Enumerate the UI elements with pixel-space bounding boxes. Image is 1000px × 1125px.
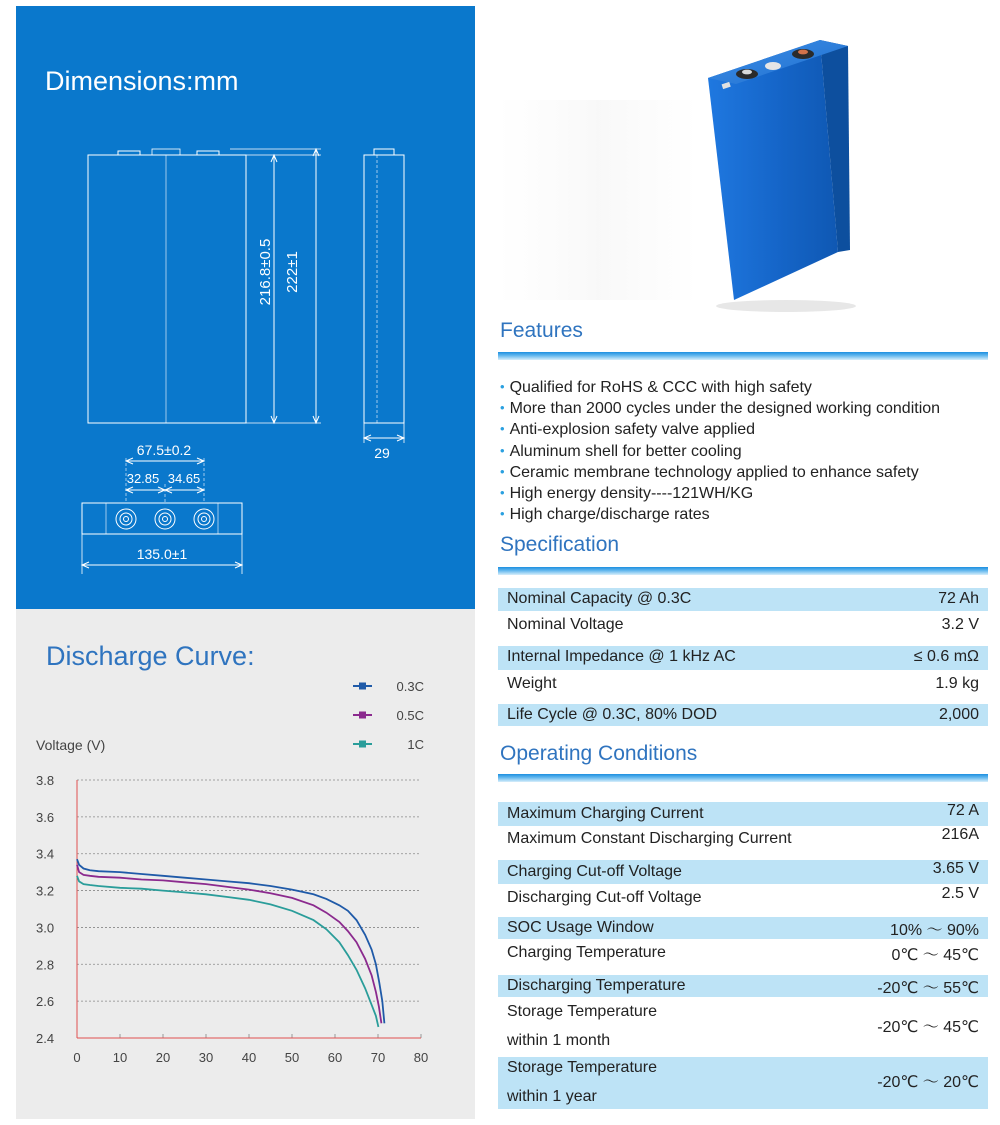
y-axis-title: Voltage (V)	[36, 737, 106, 753]
feature-item	[500, 419, 995, 440]
series-line-1C	[77, 876, 378, 1027]
table-row	[498, 646, 988, 670]
terminal-gap-left-label: 32.85	[126, 471, 160, 486]
safety-valve-icon	[765, 62, 781, 70]
features-title: Features	[500, 319, 583, 342]
bullet-icon: •	[500, 400, 505, 416]
height-outer-label: 222±1	[284, 251, 301, 293]
table-row	[498, 704, 988, 726]
feature-item	[500, 398, 995, 419]
feature-item	[500, 504, 995, 525]
bullet-icon: •	[500, 506, 505, 522]
bullet-icon: •	[500, 442, 505, 458]
legend-marker-icon	[359, 741, 366, 748]
x-tick-label: 40	[241, 1050, 257, 1065]
x-tick-label: 10	[112, 1050, 128, 1065]
discharge-curve-title: Discharge Curve:	[46, 641, 255, 671]
table-row	[498, 1057, 988, 1109]
y-tick-label: 3.2	[36, 883, 55, 899]
row-value: 216A	[941, 826, 979, 843]
row-label: Charging Temperature	[507, 944, 666, 961]
feature-text: Aluminum shell for better cooling	[509, 442, 742, 460]
row-label: Storage Temperature	[507, 1059, 658, 1076]
table-row	[498, 975, 988, 997]
row-value: -20℃ ～ 45℃	[877, 1019, 979, 1036]
cell-side-view	[364, 155, 404, 423]
row-label: Nominal Capacity @ 0.3C	[507, 590, 692, 607]
feature-text: Qualified for RoHS & CCC with high safety	[509, 379, 812, 396]
row-value: 72 Ah	[938, 590, 979, 607]
operating-conditions-title: Operating Conditions	[500, 742, 698, 765]
width-label: 135.0±1	[136, 546, 188, 562]
x-tick-label: 70	[370, 1050, 386, 1065]
y-tick-label: 2.4	[36, 1031, 55, 1046]
bullet-icon: •	[500, 379, 505, 394]
row-label: Life Cycle @ 0.3C, 80% DOD	[507, 706, 718, 723]
discharge-curve-panel	[16, 609, 475, 1119]
height-inner-label: 216.8±0.5	[257, 238, 274, 306]
terminal-right	[197, 151, 219, 155]
x-tick-label: 30	[198, 1050, 214, 1065]
dimensions-title: Dimensions:mm	[45, 66, 239, 96]
feature-text: Ceramic membrane technology applied to enhance safety	[509, 463, 919, 481]
dimensions-panel	[16, 6, 475, 609]
row-label-secondary: within 1 year	[507, 1088, 597, 1105]
feature-text: High energy density----121WH/KG	[509, 485, 754, 503]
y-tick-label: 3.6	[36, 809, 55, 825]
row-label-secondary: within 1 month	[507, 1032, 611, 1049]
terminal-span-label: 67.5±0.2	[136, 442, 192, 458]
row-label: Nominal Voltage	[507, 616, 624, 633]
row-value: 10% ～ 90%	[890, 922, 979, 939]
features-list	[500, 377, 995, 525]
legend-label: 0.3C	[396, 679, 424, 694]
row-value: -20℃ ～ 55℃	[877, 980, 979, 997]
legend-label: 0.5C	[396, 708, 424, 723]
table-row	[498, 884, 988, 917]
x-tick-label: 20	[155, 1050, 171, 1065]
x-tick-label: 50	[284, 1050, 300, 1065]
table-row	[498, 588, 988, 611]
bullet-icon: •	[500, 485, 505, 501]
x-tick-label: 60	[327, 1050, 343, 1065]
row-label: Storage Temperature	[507, 1003, 658, 1020]
row-label: Discharging Cut-off Voltage	[507, 889, 702, 906]
y-tick-label: 3.4	[36, 846, 55, 862]
legend-marker-icon	[359, 712, 366, 719]
table-row	[498, 939, 988, 975]
bullet-icon: •	[500, 421, 505, 437]
row-label: Maximum Constant Discharging Current	[507, 830, 792, 847]
y-tick-label: 2.8	[36, 957, 55, 973]
battery-cell-image	[498, 20, 988, 320]
dimension-drawing	[16, 6, 475, 609]
feature-item	[500, 462, 995, 483]
y-tick-label: 3.8	[36, 773, 55, 788]
cell-front-view	[88, 155, 246, 423]
legend-label: 1C	[407, 737, 424, 752]
terminal-left	[118, 151, 140, 155]
row-value: 72 A	[946, 802, 979, 819]
y-tick-label: 3.0	[36, 920, 55, 936]
row-value: 1.9 kg	[935, 675, 979, 692]
table-row	[498, 860, 988, 884]
bullet-icon: •	[500, 463, 505, 479]
y-tick-label: 2.6	[36, 994, 55, 1010]
x-tick-label: 0	[73, 1050, 81, 1065]
row-value: -20℃ ～ 20℃	[877, 1074, 979, 1091]
thickness-label: 29	[374, 445, 390, 461]
operating-conditions-rule	[498, 774, 988, 782]
row-value: 2,000	[938, 706, 979, 723]
table-row	[498, 611, 988, 646]
feature-item	[500, 377, 995, 398]
specification-rule	[498, 567, 988, 575]
terminal-gap-right-label: 34.65	[167, 471, 201, 486]
feature-text: High charge/discharge rates	[509, 506, 710, 524]
table-row	[498, 997, 988, 1057]
row-label: Discharging Temperature	[507, 977, 686, 994]
row-value: 3.2 V	[941, 616, 979, 633]
specification-table	[498, 588, 988, 726]
table-row	[498, 802, 988, 826]
feature-item	[500, 441, 995, 462]
features-rule	[498, 352, 988, 360]
row-value: 2.5 V	[941, 885, 979, 902]
row-label: Internal Impedance @ 1 kHz AC	[507, 648, 736, 665]
feature-text: More than 2000 cycles under the designed working condition	[509, 400, 941, 418]
table-row	[498, 826, 988, 860]
table-row	[498, 917, 988, 939]
row-value: ≤ 0.6 mΩ	[913, 648, 979, 665]
row-label: Weight	[507, 675, 557, 692]
operating-conditions-table	[498, 802, 988, 1109]
legend-marker-icon	[359, 683, 366, 690]
x-tick-label: 80	[413, 1050, 429, 1065]
specification-title: Specification	[500, 533, 620, 556]
discharge-chart	[16, 609, 475, 1119]
row-label: Charging Cut-off Voltage	[507, 863, 682, 880]
row-label: SOC Usage Window	[507, 919, 654, 936]
feature-item	[500, 483, 995, 504]
table-row	[498, 670, 988, 704]
feature-text: Anti-explosion safety valve applied	[509, 421, 756, 439]
row-value: 0℃ ～ 45℃	[891, 947, 979, 964]
row-label: Maximum Charging Current	[507, 805, 704, 822]
row-value: 3.65 V	[932, 860, 979, 877]
